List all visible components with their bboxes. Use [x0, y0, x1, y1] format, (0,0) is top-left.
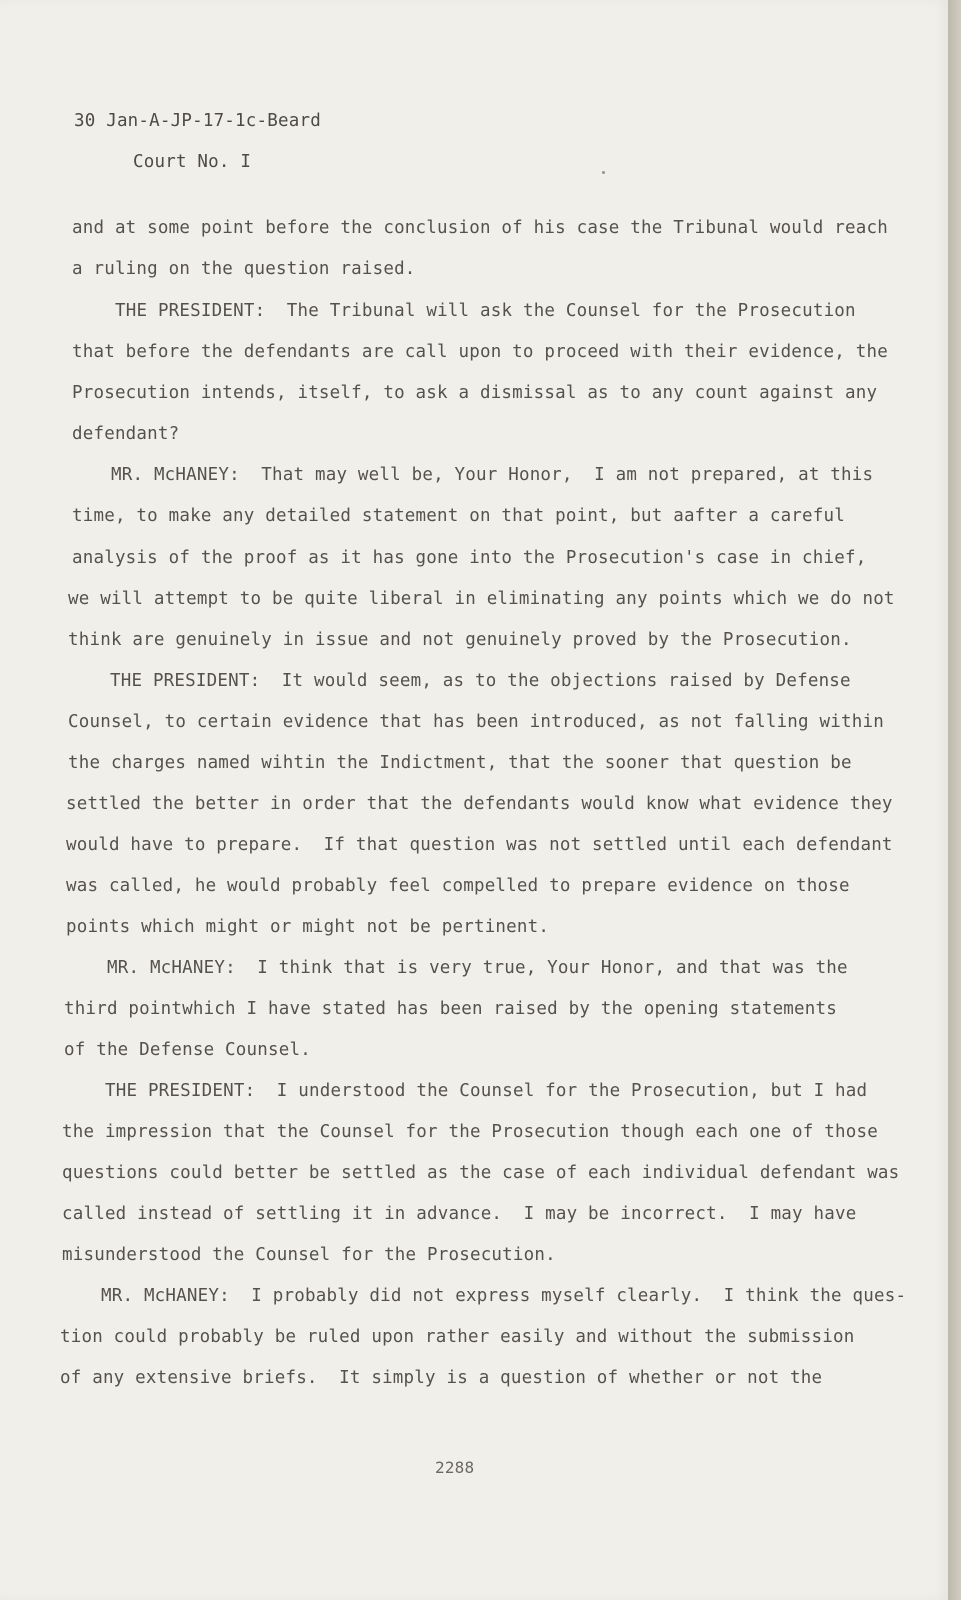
body-line: MR. McHANEY: That may well be, Your Honor, I am not prepared, at this	[111, 465, 874, 485]
body-line: of the Defense Counsel.	[64, 1040, 311, 1060]
body-line: misunderstood the Counsel for the Prosecution.	[62, 1245, 556, 1265]
header-court: Court No. I	[133, 152, 252, 172]
body-line: settled the better in order that the defendants would know what evidence they	[66, 794, 893, 814]
body-line: that before the defendants are call upon to proceed with their evidence, the	[72, 342, 888, 362]
body-line: THE PRESIDENT: It would seem, as to the objections raised by Defense	[110, 671, 851, 691]
body-line: called instead of settling it in advance. I may be incorrect. I may have	[62, 1204, 857, 1224]
body-line: Counsel, to certain evidence that has been introduced, as not falling within	[68, 712, 884, 732]
page-edge	[948, 0, 961, 1600]
body-line: the charges named wihtin the Indictment, that the sooner that question be	[68, 753, 852, 773]
body-line: would have to prepare. If that question was not settled until each defendant	[66, 835, 893, 855]
body-line: tion could probably be ruled upon rather easily and without the submission	[60, 1327, 855, 1347]
page-number: 2288	[435, 1458, 475, 1477]
body-line: THE PRESIDENT: I understood the Counsel for the Prosecution, but I had	[105, 1081, 868, 1101]
body-line: questions could better be settled as the case of each individual defendant was	[62, 1163, 900, 1183]
body-line: the impression that the Counsel for the Prosecution though each one of those	[62, 1122, 878, 1142]
body-line: analysis of the proof as it has gone into the Prosecution's case in chief,	[72, 548, 867, 568]
body-line: Prosecution intends, itself, to ask a dismissal as to any count against any	[72, 383, 878, 403]
body-line: third pointwhich I have stated has been raised by the opening statements	[64, 999, 837, 1019]
body-line: defendant?	[72, 424, 180, 444]
body-line: MR. McHANEY: I think that is very true, Your Honor, and that was the	[107, 958, 848, 978]
body-line: THE PRESIDENT: The Tribunal will ask the Counsel for the Prosecution	[115, 301, 856, 321]
body-line: points which might or might not be pertinent.	[66, 917, 550, 937]
body-line: we will attempt to be quite liberal in eliminating any points which we do not	[68, 589, 895, 609]
body-line: time, to make any detailed statement on that point, but aafter a careful	[72, 506, 845, 526]
body-line: MR. McHANEY: I probably did not express myself clearly. I think the ques-	[101, 1286, 907, 1306]
paper-speck	[602, 171, 605, 174]
header-code: 30 Jan-A-JP-17-1c-Beard	[74, 111, 321, 131]
body-line: a ruling on the question raised.	[72, 259, 416, 279]
body-line: of any extensive briefs. It simply is a question of whether or not the	[60, 1368, 823, 1388]
body-line: and at some point before the conclusion of his case the Tribunal would reach	[72, 218, 888, 238]
body-line: was called, he would probably feel compelled to prepare evidence on those	[66, 876, 850, 896]
body-line: think are genuinely in issue and not genuinely proved by the Prosecution.	[68, 630, 852, 650]
